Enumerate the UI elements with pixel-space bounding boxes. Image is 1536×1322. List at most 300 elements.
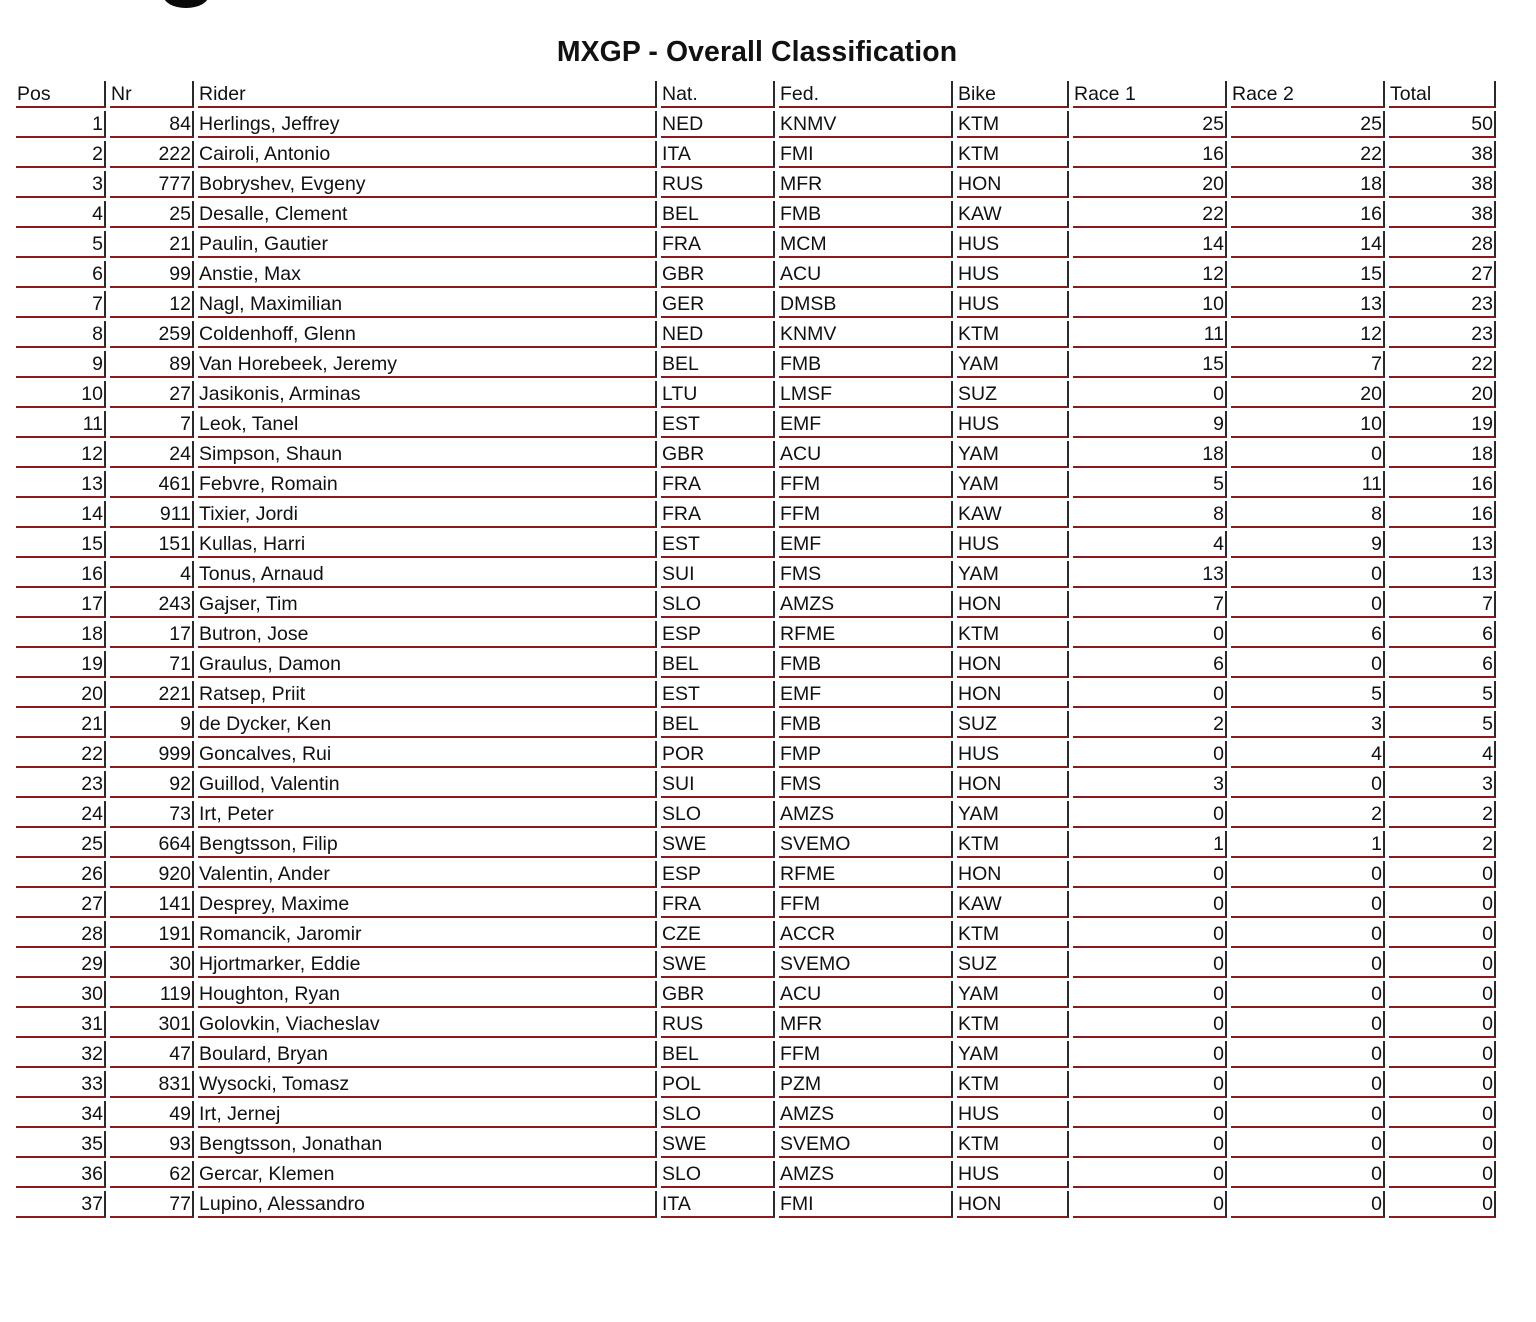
cell-rider: Leok, Tanel: [198, 411, 657, 438]
cell-race2: 1: [1231, 831, 1385, 858]
cell-fed: FMP: [779, 741, 953, 768]
cell-nr: 191: [110, 921, 194, 948]
cell-race1: 0: [1073, 1101, 1227, 1128]
cell-nr: 221: [110, 681, 194, 708]
cell-race1: 20: [1073, 171, 1227, 198]
cell-race1: 6: [1073, 651, 1227, 678]
cell-nr: 461: [110, 471, 194, 498]
cell-pos: 4: [16, 201, 106, 228]
table-row: [16, 501, 1496, 528]
cell-bike: SUZ: [957, 711, 1069, 738]
table-row: [16, 111, 1496, 138]
cell-race1: 0: [1073, 1161, 1227, 1188]
cell-race2: 0: [1231, 951, 1385, 978]
cell-pos: 11: [16, 411, 106, 438]
cell-pos: 31: [16, 1011, 106, 1038]
cell-race1: 22: [1073, 201, 1227, 228]
cell-fed: KNMV: [779, 111, 953, 138]
cell-total: 13: [1389, 561, 1496, 588]
cell-fed: EMF: [779, 681, 953, 708]
cell-bike: HON: [957, 171, 1069, 198]
cell-bike: KAW: [957, 201, 1069, 228]
cell-total: 2: [1389, 831, 1496, 858]
cell-pos: 18: [16, 621, 106, 648]
cell-rider: Gercar, Klemen: [198, 1161, 657, 1188]
cell-race2: 0: [1231, 1191, 1385, 1218]
cell-nr: 831: [110, 1071, 194, 1098]
cell-fed: FMI: [779, 1191, 953, 1218]
table-row: [16, 771, 1496, 798]
cell-nat: NED: [661, 321, 775, 348]
cell-nr: 30: [110, 951, 194, 978]
cell-pos: 12: [16, 441, 106, 468]
table-row: [16, 1101, 1496, 1128]
cell-rider: Goncalves, Rui: [198, 741, 657, 768]
table-row: [16, 591, 1496, 618]
cell-nat: GBR: [661, 441, 775, 468]
table-row: [16, 981, 1496, 1008]
cell-nr: 664: [110, 831, 194, 858]
cell-pos: 29: [16, 951, 106, 978]
cell-nr: 7: [110, 411, 194, 438]
cell-race1: 4: [1073, 531, 1227, 558]
table-row: [16, 831, 1496, 858]
table-row: [16, 1191, 1496, 1218]
column-header-nr: Nr: [110, 81, 194, 108]
cell-total: 0: [1389, 1101, 1496, 1128]
cell-race2: 0: [1231, 441, 1385, 468]
cell-pos: 14: [16, 501, 106, 528]
cell-nat: SUI: [661, 771, 775, 798]
cell-race1: 0: [1073, 1191, 1227, 1218]
cell-race1: 0: [1073, 681, 1227, 708]
cell-race1: 10: [1073, 291, 1227, 318]
cell-race1: 0: [1073, 1011, 1227, 1038]
cell-pos: 15: [16, 531, 106, 558]
cell-rider: Irt, Peter: [198, 801, 657, 828]
table-row: [16, 711, 1496, 738]
cell-race2: 0: [1231, 651, 1385, 678]
table-row: [16, 291, 1496, 318]
cell-nat: RUS: [661, 171, 775, 198]
cell-total: 18: [1389, 441, 1496, 468]
cell-nr: 301: [110, 1011, 194, 1038]
cell-race2: 10: [1231, 411, 1385, 438]
cell-nr: 119: [110, 981, 194, 1008]
cell-rider: Hjortmarker, Eddie: [198, 951, 657, 978]
cell-nr: 999: [110, 741, 194, 768]
cell-nr: 77: [110, 1191, 194, 1218]
cell-total: 13: [1389, 531, 1496, 558]
cell-rider: Bengtsson, Jonathan: [198, 1131, 657, 1158]
cell-rider: Tixier, Jordi: [198, 501, 657, 528]
cell-rider: Desprey, Maxime: [198, 891, 657, 918]
cell-fed: FMS: [779, 771, 953, 798]
cell-bike: YAM: [957, 441, 1069, 468]
cell-nat: ITA: [661, 1191, 775, 1218]
cell-race1: 8: [1073, 501, 1227, 528]
cell-bike: HON: [957, 651, 1069, 678]
cell-race2: 0: [1231, 591, 1385, 618]
cell-race2: 2: [1231, 801, 1385, 828]
cell-race2: 0: [1231, 771, 1385, 798]
cell-nat: RUS: [661, 1011, 775, 1038]
cell-bike: KTM: [957, 831, 1069, 858]
cell-rider: Herlings, Jeffrey: [198, 111, 657, 138]
cell-race2: 0: [1231, 861, 1385, 888]
cell-race1: 0: [1073, 981, 1227, 1008]
cell-rider: Romancik, Jaromir: [198, 921, 657, 948]
cell-nat: GBR: [661, 261, 775, 288]
cell-nr: 71: [110, 651, 194, 678]
cell-bike: SUZ: [957, 951, 1069, 978]
cell-total: 20: [1389, 381, 1496, 408]
cell-nr: 49: [110, 1101, 194, 1128]
cell-pos: 7: [16, 291, 106, 318]
cell-fed: LMSF: [779, 381, 953, 408]
cell-bike: HUS: [957, 231, 1069, 258]
cell-fed: FMB: [779, 351, 953, 378]
cell-race1: 1: [1073, 831, 1227, 858]
cell-race1: 0: [1073, 741, 1227, 768]
cell-nat: BEL: [661, 201, 775, 228]
cell-bike: HUS: [957, 291, 1069, 318]
cell-bike: YAM: [957, 471, 1069, 498]
cell-pos: 19: [16, 651, 106, 678]
cell-total: 7: [1389, 591, 1496, 618]
cell-nr: 99: [110, 261, 194, 288]
cell-nr: 27: [110, 381, 194, 408]
column-header-total: Total: [1389, 81, 1496, 108]
cell-total: 0: [1389, 981, 1496, 1008]
cell-fed: FMB: [779, 711, 953, 738]
cell-pos: 2: [16, 141, 106, 168]
cell-nat: BEL: [661, 651, 775, 678]
cell-race1: 25: [1073, 111, 1227, 138]
cell-pos: 34: [16, 1101, 106, 1128]
cell-nat: FRA: [661, 891, 775, 918]
cell-race2: 6: [1231, 621, 1385, 648]
cell-pos: 9: [16, 351, 106, 378]
cell-pos: 5: [16, 231, 106, 258]
table-row: [16, 141, 1496, 168]
cell-nr: 141: [110, 891, 194, 918]
cell-fed: ACU: [779, 441, 953, 468]
cell-bike: HON: [957, 1191, 1069, 1218]
cell-race1: 0: [1073, 1131, 1227, 1158]
cell-pos: 23: [16, 771, 106, 798]
table-row: [16, 1011, 1496, 1038]
cell-bike: KTM: [957, 321, 1069, 348]
cell-total: 2: [1389, 801, 1496, 828]
cell-rider: Ratsep, Priit: [198, 681, 657, 708]
cell-pos: 28: [16, 921, 106, 948]
cell-bike: YAM: [957, 801, 1069, 828]
cell-fed: MCM: [779, 231, 953, 258]
table-row: [16, 351, 1496, 378]
cell-total: 19: [1389, 411, 1496, 438]
cell-total: 0: [1389, 1191, 1496, 1218]
cell-pos: 26: [16, 861, 106, 888]
cell-fed: FFM: [779, 471, 953, 498]
cell-nat: CZE: [661, 921, 775, 948]
cell-fed: MFR: [779, 171, 953, 198]
cell-race1: 0: [1073, 921, 1227, 948]
cell-pos: 30: [16, 981, 106, 1008]
cell-total: 28: [1389, 231, 1496, 258]
cell-total: 0: [1389, 951, 1496, 978]
cell-bike: YAM: [957, 561, 1069, 588]
cell-total: 16: [1389, 471, 1496, 498]
cell-race1: 9: [1073, 411, 1227, 438]
cell-race1: 2: [1073, 711, 1227, 738]
cell-pos: 22: [16, 741, 106, 768]
cell-total: 5: [1389, 681, 1496, 708]
cell-nat: SWE: [661, 1131, 775, 1158]
cell-bike: HON: [957, 771, 1069, 798]
cell-bike: KTM: [957, 1011, 1069, 1038]
cell-total: 0: [1389, 921, 1496, 948]
table-row: [16, 561, 1496, 588]
cell-total: 38: [1389, 201, 1496, 228]
table-row: [16, 381, 1496, 408]
cell-fed: FFM: [779, 1041, 953, 1068]
cell-nr: 84: [110, 111, 194, 138]
cell-nat: EST: [661, 411, 775, 438]
cell-rider: Wysocki, Tomasz: [198, 1071, 657, 1098]
cell-rider: Cairoli, Antonio: [198, 141, 657, 168]
cell-race2: 12: [1231, 321, 1385, 348]
cell-race2: 5: [1231, 681, 1385, 708]
cell-fed: AMZS: [779, 1101, 953, 1128]
column-header-fed: Fed.: [779, 81, 953, 108]
table-row: [16, 321, 1496, 348]
cell-fed: MFR: [779, 1011, 953, 1038]
cell-fed: SVEMO: [779, 1131, 953, 1158]
cell-race1: 0: [1073, 621, 1227, 648]
cell-nat: NED: [661, 111, 775, 138]
cell-nat: POR: [661, 741, 775, 768]
cell-bike: HON: [957, 591, 1069, 618]
page-title: MXGP - Overall Classification: [556, 36, 958, 68]
column-header-rider: Rider: [198, 81, 657, 108]
table-row: [16, 441, 1496, 468]
cell-nat: LTU: [661, 381, 775, 408]
cell-race2: 0: [1231, 1071, 1385, 1098]
cell-pos: 17: [16, 591, 106, 618]
cell-nat: FRA: [661, 471, 775, 498]
cell-rider: Houghton, Ryan: [198, 981, 657, 1008]
cell-nat: BEL: [661, 1041, 775, 1068]
cell-rider: Tonus, Arnaud: [198, 561, 657, 588]
cell-race2: 16: [1231, 201, 1385, 228]
table-row: [16, 621, 1496, 648]
cell-nat: GBR: [661, 981, 775, 1008]
cell-bike: YAM: [957, 981, 1069, 1008]
cell-race2: 14: [1231, 231, 1385, 258]
cell-race2: 0: [1231, 561, 1385, 588]
cell-total: 5: [1389, 711, 1496, 738]
column-header-pos: Pos: [16, 81, 106, 108]
cell-race2: 0: [1231, 1041, 1385, 1068]
cell-pos: 6: [16, 261, 106, 288]
cell-bike: YAM: [957, 1041, 1069, 1068]
cell-nat: FRA: [661, 501, 775, 528]
cell-race1: 7: [1073, 591, 1227, 618]
table-row: [16, 201, 1496, 228]
cell-total: 38: [1389, 171, 1496, 198]
cell-fed: RFME: [779, 861, 953, 888]
cell-total: 0: [1389, 861, 1496, 888]
cell-rider: Van Horebeek, Jeremy: [198, 351, 657, 378]
cell-rider: Coldenhoff, Glenn: [198, 321, 657, 348]
cell-bike: KTM: [957, 1071, 1069, 1098]
logo-icon: [163, 0, 209, 8]
cell-total: 6: [1389, 621, 1496, 648]
cell-race1: 0: [1073, 951, 1227, 978]
cell-fed: FFM: [779, 891, 953, 918]
cell-nr: 92: [110, 771, 194, 798]
cell-race1: 0: [1073, 381, 1227, 408]
cell-rider: Kullas, Harri: [198, 531, 657, 558]
cell-race2: 15: [1231, 261, 1385, 288]
cell-fed: FMS: [779, 561, 953, 588]
cell-bike: HUS: [957, 1101, 1069, 1128]
cell-pos: 32: [16, 1041, 106, 1068]
cell-pos: 10: [16, 381, 106, 408]
cell-rider: Bengtsson, Filip: [198, 831, 657, 858]
cell-nat: SUI: [661, 561, 775, 588]
cell-race1: 0: [1073, 801, 1227, 828]
cell-pos: 27: [16, 891, 106, 918]
cell-nr: 777: [110, 171, 194, 198]
cell-race1: 14: [1073, 231, 1227, 258]
cell-bike: HUS: [957, 411, 1069, 438]
cell-rider: de Dycker, Ken: [198, 711, 657, 738]
cell-total: 4: [1389, 741, 1496, 768]
cell-bike: KTM: [957, 141, 1069, 168]
cell-nat: EST: [661, 531, 775, 558]
cell-race1: 11: [1073, 321, 1227, 348]
cell-race2: 11: [1231, 471, 1385, 498]
cell-bike: YAM: [957, 351, 1069, 378]
cell-total: 0: [1389, 891, 1496, 918]
cell-nat: SLO: [661, 801, 775, 828]
cell-race2: 4: [1231, 741, 1385, 768]
cell-rider: Irt, Jernej: [198, 1101, 657, 1128]
cell-bike: KTM: [957, 111, 1069, 138]
cell-rider: Butron, Jose: [198, 621, 657, 648]
cell-nr: 62: [110, 1161, 194, 1188]
cell-race2: 9: [1231, 531, 1385, 558]
cell-rider: Golovkin, Viacheslav: [198, 1011, 657, 1038]
cell-nat: SWE: [661, 951, 775, 978]
cell-nr: 73: [110, 801, 194, 828]
cell-nr: 21: [110, 231, 194, 258]
cell-rider: Jasikonis, Arminas: [198, 381, 657, 408]
cell-nat: EST: [661, 681, 775, 708]
table-row: [16, 951, 1496, 978]
cell-nr: 47: [110, 1041, 194, 1068]
cell-fed: FMI: [779, 141, 953, 168]
cell-rider: Lupino, Alessandro: [198, 1191, 657, 1218]
cell-nr: 4: [110, 561, 194, 588]
cell-bike: KAW: [957, 501, 1069, 528]
table-row: [16, 261, 1496, 288]
cell-fed: FFM: [779, 501, 953, 528]
cell-rider: Valentin, Ander: [198, 861, 657, 888]
cell-fed: EMF: [779, 531, 953, 558]
cell-total: 16: [1389, 501, 1496, 528]
cell-bike: KAW: [957, 891, 1069, 918]
cell-total: 50: [1389, 111, 1496, 138]
table-row: [16, 741, 1496, 768]
cell-race2: 8: [1231, 501, 1385, 528]
cell-nat: SLO: [661, 591, 775, 618]
cell-race2: 0: [1231, 1131, 1385, 1158]
cell-nr: 17: [110, 621, 194, 648]
cell-total: 27: [1389, 261, 1496, 288]
cell-fed: RFME: [779, 621, 953, 648]
cell-total: 0: [1389, 1071, 1496, 1098]
cell-pos: 35: [16, 1131, 106, 1158]
cell-nr: 24: [110, 441, 194, 468]
cell-race1: 16: [1073, 141, 1227, 168]
cell-race1: 0: [1073, 1041, 1227, 1068]
cell-race1: 12: [1073, 261, 1227, 288]
cell-pos: 24: [16, 801, 106, 828]
cell-race2: 20: [1231, 381, 1385, 408]
cell-fed: EMF: [779, 411, 953, 438]
cell-nr: 25: [110, 201, 194, 228]
column-header-race2: Race 2: [1231, 81, 1385, 108]
column-header-race1: Race 1: [1073, 81, 1227, 108]
cell-pos: 1: [16, 111, 106, 138]
table-row: [16, 171, 1496, 198]
cell-bike: KTM: [957, 621, 1069, 648]
table-body: [16, 111, 1496, 1218]
cell-rider: Graulus, Damon: [198, 651, 657, 678]
cell-bike: HUS: [957, 1161, 1069, 1188]
cell-fed: SVEMO: [779, 951, 953, 978]
cell-rider: Gajser, Tim: [198, 591, 657, 618]
table-row: [16, 891, 1496, 918]
cell-rider: Paulin, Gautier: [198, 231, 657, 258]
table-row: [16, 861, 1496, 888]
cell-total: 23: [1389, 321, 1496, 348]
cell-fed: ACU: [779, 261, 953, 288]
cell-race2: 0: [1231, 891, 1385, 918]
cell-nr: 9: [110, 711, 194, 738]
cell-race1: 5: [1073, 471, 1227, 498]
cell-race1: 13: [1073, 561, 1227, 588]
cell-rider: Bobryshev, Evgeny: [198, 171, 657, 198]
table-row: [16, 411, 1496, 438]
cell-rider: Febvre, Romain: [198, 471, 657, 498]
cell-bike: KTM: [957, 921, 1069, 948]
cell-nr: 920: [110, 861, 194, 888]
table-row: [16, 681, 1496, 708]
cell-race2: 0: [1231, 1011, 1385, 1038]
cell-pos: 13: [16, 471, 106, 498]
cell-nat: FRA: [661, 231, 775, 258]
cell-nat: ITA: [661, 141, 775, 168]
cell-total: 0: [1389, 1161, 1496, 1188]
cell-fed: FMB: [779, 201, 953, 228]
cell-bike: HUS: [957, 741, 1069, 768]
cell-nat: BEL: [661, 711, 775, 738]
table-header-row: [16, 81, 1496, 108]
